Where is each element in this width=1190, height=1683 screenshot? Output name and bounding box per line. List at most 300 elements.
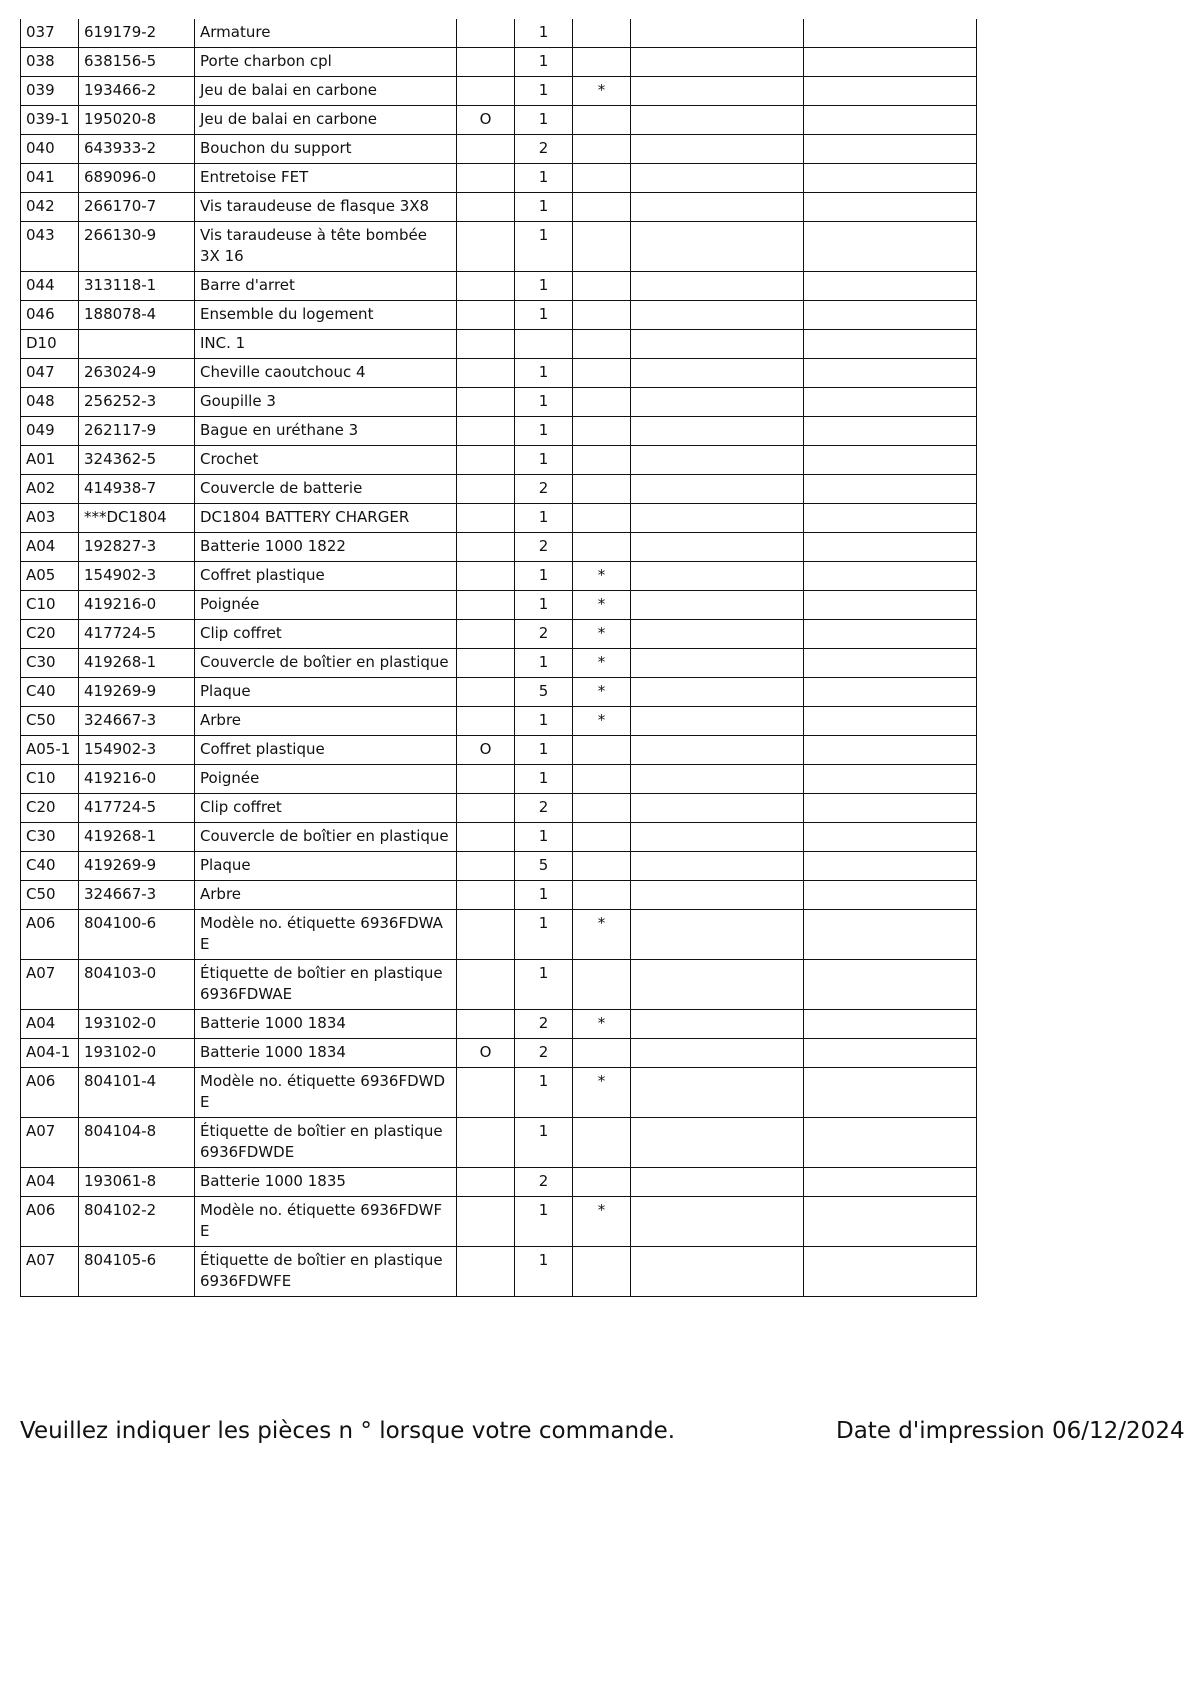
cell-blank-1	[631, 388, 804, 417]
cell-option	[457, 135, 515, 164]
cell-part-number: 419216-0	[79, 591, 195, 620]
cell-description: Jeu de balai en carbone	[195, 77, 457, 106]
cell-quantity: 2	[515, 794, 573, 823]
cell-description: Batterie 1000 1834	[195, 1010, 457, 1039]
cell-blank-2	[804, 359, 977, 388]
cell-mark	[573, 504, 631, 533]
cell-ref: A07	[21, 1247, 79, 1297]
cell-quantity: 1	[515, 736, 573, 765]
cell-ref: A04	[21, 1168, 79, 1197]
cell-option	[457, 359, 515, 388]
cell-part-number: 266170-7	[79, 193, 195, 222]
cell-blank-1	[631, 1247, 804, 1297]
cell-ref: C30	[21, 823, 79, 852]
cell-part-number: 643933-2	[79, 135, 195, 164]
cell-ref: A04	[21, 1010, 79, 1039]
cell-quantity: 1	[515, 272, 573, 301]
cell-ref: A02	[21, 475, 79, 504]
cell-blank-1	[631, 1010, 804, 1039]
cell-part-number: 804103-0	[79, 960, 195, 1010]
cell-option: O	[457, 736, 515, 765]
cell-blank-2	[804, 1039, 977, 1068]
cell-part-number: 419269-9	[79, 852, 195, 881]
cell-quantity: 1	[515, 765, 573, 794]
cell-option	[457, 475, 515, 504]
cell-mark: *	[573, 562, 631, 591]
cell-description: Clip coffret	[195, 620, 457, 649]
cell-blank-1	[631, 272, 804, 301]
cell-ref: A06	[21, 1197, 79, 1247]
cell-ref: A06	[21, 1068, 79, 1118]
table-row	[21, 960, 977, 1010]
cell-mark	[573, 475, 631, 504]
cell-ref: 047	[21, 359, 79, 388]
cell-ref: A07	[21, 1118, 79, 1168]
cell-description: Couvercle de batterie	[195, 475, 457, 504]
print-date: Date d'impression 06/12/2024	[836, 1418, 1185, 1444]
cell-blank-1	[631, 1197, 804, 1247]
cell-quantity: 1	[515, 77, 573, 106]
cell-blank-2	[804, 620, 977, 649]
cell-mark	[573, 388, 631, 417]
cell-mark	[573, 272, 631, 301]
cell-option	[457, 707, 515, 736]
cell-ref: 040	[21, 135, 79, 164]
cell-option	[457, 164, 515, 193]
table-row	[21, 620, 977, 649]
cell-blank-2	[804, 1118, 977, 1168]
cell-description: INC. 1	[195, 330, 457, 359]
cell-option	[457, 562, 515, 591]
cell-description: Ensemble du logement	[195, 301, 457, 330]
cell-ref: A05	[21, 562, 79, 591]
table-row	[21, 19, 977, 48]
cell-blank-2	[804, 794, 977, 823]
cell-blank-2	[804, 881, 977, 910]
cell-ref: 043	[21, 222, 79, 272]
cell-blank-1	[631, 222, 804, 272]
cell-blank-2	[804, 591, 977, 620]
cell-blank-1	[631, 1068, 804, 1118]
cell-ref: 042	[21, 193, 79, 222]
cell-ref: 049	[21, 417, 79, 446]
cell-option	[457, 48, 515, 77]
cell-description: Vis taraudeuse à tête bombée 3X 16	[195, 222, 457, 272]
cell-quantity: 2	[515, 475, 573, 504]
cell-description: Modèle no. étiquette 6936FDWA E	[195, 910, 457, 960]
cell-description: Batterie 1000 1835	[195, 1168, 457, 1197]
cell-blank-2	[804, 910, 977, 960]
cell-option	[457, 649, 515, 678]
cell-option: O	[457, 106, 515, 135]
cell-description: Goupille 3	[195, 388, 457, 417]
cell-mark	[573, 19, 631, 48]
cell-description: Couvercle de boîtier en plastique	[195, 823, 457, 852]
cell-blank-1	[631, 649, 804, 678]
cell-mark	[573, 852, 631, 881]
cell-ref: C50	[21, 881, 79, 910]
cell-mark	[573, 330, 631, 359]
cell-quantity: 2	[515, 1168, 573, 1197]
cell-blank-2	[804, 707, 977, 736]
cell-blank-1	[631, 106, 804, 135]
cell-description: Vis taraudeuse de flasque 3X8	[195, 193, 457, 222]
cell-quantity: 1	[515, 1247, 573, 1297]
cell-description: Étiquette de boîtier en plastique 6936FDWDE	[195, 1118, 457, 1168]
cell-mark	[573, 193, 631, 222]
cell-ref: C20	[21, 620, 79, 649]
cell-quantity: 1	[515, 910, 573, 960]
cell-option	[457, 1010, 515, 1039]
cell-ref: C30	[21, 649, 79, 678]
table-row	[21, 417, 977, 446]
cell-blank-1	[631, 330, 804, 359]
cell-part-number: ***DC1804	[79, 504, 195, 533]
cell-description: Poignée	[195, 765, 457, 794]
cell-ref: D10	[21, 330, 79, 359]
cell-ref: 038	[21, 48, 79, 77]
cell-ref: C40	[21, 852, 79, 881]
cell-ref: C10	[21, 591, 79, 620]
cell-part-number: 804101-4	[79, 1068, 195, 1118]
cell-quantity: 1	[515, 1197, 573, 1247]
cell-ref: A04	[21, 533, 79, 562]
cell-description: Poignée	[195, 591, 457, 620]
cell-part-number: 193466-2	[79, 77, 195, 106]
table-row	[21, 48, 977, 77]
cell-quantity: 2	[515, 620, 573, 649]
cell-mark	[573, 1247, 631, 1297]
cell-part-number: 804105-6	[79, 1247, 195, 1297]
table-row	[21, 562, 977, 591]
cell-quantity: 1	[515, 417, 573, 446]
cell-blank-1	[631, 591, 804, 620]
cell-blank-1	[631, 48, 804, 77]
cell-part-number: 419216-0	[79, 765, 195, 794]
cell-part-number	[79, 330, 195, 359]
cell-option	[457, 222, 515, 272]
cell-quantity: 5	[515, 852, 573, 881]
cell-option	[457, 1197, 515, 1247]
cell-quantity: 5	[515, 678, 573, 707]
cell-blank-1	[631, 19, 804, 48]
table-row	[21, 222, 977, 272]
table-row	[21, 1118, 977, 1168]
cell-description: Arbre	[195, 707, 457, 736]
cell-option	[457, 765, 515, 794]
cell-option	[457, 19, 515, 48]
cell-mark	[573, 765, 631, 794]
cell-description: Étiquette de boîtier en plastique 6936FDWFE	[195, 1247, 457, 1297]
cell-part-number: 154902-3	[79, 562, 195, 591]
cell-part-number: 638156-5	[79, 48, 195, 77]
parts-table	[20, 19, 977, 1297]
table-row	[21, 1247, 977, 1297]
cell-option	[457, 417, 515, 446]
cell-part-number: 313118-1	[79, 272, 195, 301]
cell-quantity: 1	[515, 48, 573, 77]
table-row	[21, 164, 977, 193]
cell-description: Batterie 1000 1834	[195, 1039, 457, 1068]
cell-ref: A03	[21, 504, 79, 533]
cell-blank-1	[631, 135, 804, 164]
cell-blank-1	[631, 620, 804, 649]
cell-quantity: 1	[515, 504, 573, 533]
cell-blank-2	[804, 446, 977, 475]
cell-blank-2	[804, 272, 977, 301]
table-row	[21, 301, 977, 330]
cell-part-number: 324667-3	[79, 881, 195, 910]
cell-blank-1	[631, 852, 804, 881]
table-row	[21, 1068, 977, 1118]
cell-quantity: 2	[515, 1010, 573, 1039]
cell-description: Bague en uréthane 3	[195, 417, 457, 446]
cell-mark	[573, 533, 631, 562]
cell-blank-1	[631, 736, 804, 765]
cell-blank-2	[804, 823, 977, 852]
cell-mark	[573, 823, 631, 852]
cell-blank-2	[804, 960, 977, 1010]
cell-part-number: 419269-9	[79, 678, 195, 707]
cell-blank-1	[631, 910, 804, 960]
cell-blank-2	[804, 475, 977, 504]
table-row	[21, 765, 977, 794]
cell-mark: *	[573, 620, 631, 649]
cell-mark	[573, 106, 631, 135]
cell-part-number: 266130-9	[79, 222, 195, 272]
cell-part-number: 154902-3	[79, 736, 195, 765]
cell-description: Couvercle de boîtier en plastique	[195, 649, 457, 678]
cell-mark	[573, 736, 631, 765]
cell-option	[457, 301, 515, 330]
cell-description: Barre d'arret	[195, 272, 457, 301]
cell-mark	[573, 301, 631, 330]
cell-blank-2	[804, 222, 977, 272]
cell-mark	[573, 1168, 631, 1197]
cell-ref: 039	[21, 77, 79, 106]
cell-blank-2	[804, 852, 977, 881]
table-row	[21, 678, 977, 707]
cell-option	[457, 77, 515, 106]
cell-quantity: 1	[515, 1118, 573, 1168]
table-row	[21, 106, 977, 135]
cell-option	[457, 330, 515, 359]
cell-description: Modèle no. étiquette 6936FDWD E	[195, 1068, 457, 1118]
table-row	[21, 446, 977, 475]
cell-mark: *	[573, 1197, 631, 1247]
cell-quantity: 1	[515, 106, 573, 135]
cell-option	[457, 388, 515, 417]
cell-option	[457, 193, 515, 222]
cell-part-number: 256252-3	[79, 388, 195, 417]
cell-blank-1	[631, 446, 804, 475]
cell-option	[457, 272, 515, 301]
cell-blank-2	[804, 106, 977, 135]
cell-part-number: 419268-1	[79, 649, 195, 678]
cell-quantity: 1	[515, 301, 573, 330]
cell-quantity: 1	[515, 649, 573, 678]
cell-part-number: 689096-0	[79, 164, 195, 193]
cell-quantity: 1	[515, 222, 573, 272]
cell-quantity: 1	[515, 562, 573, 591]
cell-mark	[573, 135, 631, 164]
cell-option	[457, 678, 515, 707]
table-row	[21, 272, 977, 301]
cell-description: Modèle no. étiquette 6936FDWF E	[195, 1197, 457, 1247]
cell-quantity: 1	[515, 960, 573, 1010]
cell-blank-2	[804, 1247, 977, 1297]
cell-mark: *	[573, 910, 631, 960]
cell-ref: A06	[21, 910, 79, 960]
cell-option	[457, 960, 515, 1010]
table-row	[21, 504, 977, 533]
cell-option	[457, 1118, 515, 1168]
order-instruction-note: Veuillez indiquer les pièces n ° lorsque votre commande.	[20, 1418, 676, 1444]
cell-blank-1	[631, 794, 804, 823]
cell-quantity: 1	[515, 1068, 573, 1118]
cell-blank-2	[804, 77, 977, 106]
table-row	[21, 475, 977, 504]
cell-part-number: 419268-1	[79, 823, 195, 852]
cell-description: Plaque	[195, 678, 457, 707]
cell-quantity: 1	[515, 823, 573, 852]
cell-mark	[573, 222, 631, 272]
table-row	[21, 1010, 977, 1039]
cell-blank-1	[631, 301, 804, 330]
cell-blank-1	[631, 960, 804, 1010]
cell-mark	[573, 164, 631, 193]
cell-option	[457, 1168, 515, 1197]
table-row	[21, 77, 977, 106]
cell-blank-2	[804, 1197, 977, 1247]
cell-blank-1	[631, 1039, 804, 1068]
cell-blank-1	[631, 765, 804, 794]
cell-mark	[573, 1118, 631, 1168]
table-row	[21, 388, 977, 417]
cell-quantity: 1	[515, 164, 573, 193]
cell-blank-2	[804, 649, 977, 678]
cell-blank-1	[631, 707, 804, 736]
cell-ref: C50	[21, 707, 79, 736]
cell-part-number: 188078-4	[79, 301, 195, 330]
cell-description: Clip coffret	[195, 794, 457, 823]
cell-quantity: 2	[515, 533, 573, 562]
cell-blank-1	[631, 678, 804, 707]
cell-part-number: 193102-0	[79, 1039, 195, 1068]
cell-part-number: 193061-8	[79, 1168, 195, 1197]
cell-option	[457, 446, 515, 475]
cell-mark	[573, 960, 631, 1010]
cell-blank-1	[631, 164, 804, 193]
cell-quantity: 2	[515, 135, 573, 164]
table-row	[21, 591, 977, 620]
cell-part-number: 417724-5	[79, 620, 195, 649]
cell-option	[457, 823, 515, 852]
cell-option	[457, 1247, 515, 1297]
cell-ref: 048	[21, 388, 79, 417]
cell-blank-1	[631, 562, 804, 591]
cell-option	[457, 591, 515, 620]
cell-quantity	[515, 330, 573, 359]
cell-quantity: 1	[515, 359, 573, 388]
cell-mark: *	[573, 1068, 631, 1118]
cell-ref: C20	[21, 794, 79, 823]
cell-description: Bouchon du support	[195, 135, 457, 164]
cell-blank-1	[631, 1168, 804, 1197]
cell-blank-2	[804, 1068, 977, 1118]
cell-description: Jeu de balai en carbone	[195, 106, 457, 135]
cell-description: Cheville caoutchouc 4	[195, 359, 457, 388]
cell-blank-2	[804, 562, 977, 591]
cell-description: DC1804 BATTERY CHARGER	[195, 504, 457, 533]
cell-option	[457, 533, 515, 562]
table-row	[21, 1039, 977, 1068]
cell-mark	[573, 359, 631, 388]
cell-description: Batterie 1000 1822	[195, 533, 457, 562]
cell-ref: 046	[21, 301, 79, 330]
table-row	[21, 852, 977, 881]
cell-ref: C10	[21, 765, 79, 794]
table-row	[21, 533, 977, 562]
cell-part-number: 263024-9	[79, 359, 195, 388]
cell-part-number: 192827-3	[79, 533, 195, 562]
cell-part-number: 619179-2	[79, 19, 195, 48]
cell-blank-2	[804, 533, 977, 562]
table-row	[21, 135, 977, 164]
cell-part-number: 262117-9	[79, 417, 195, 446]
cell-quantity: 1	[515, 881, 573, 910]
cell-blank-1	[631, 359, 804, 388]
cell-part-number: 195020-8	[79, 106, 195, 135]
cell-part-number: 324667-3	[79, 707, 195, 736]
cell-ref: 041	[21, 164, 79, 193]
cell-option	[457, 504, 515, 533]
table-row	[21, 649, 977, 678]
cell-mark: *	[573, 77, 631, 106]
cell-option	[457, 852, 515, 881]
cell-ref: A04-1	[21, 1039, 79, 1068]
cell-mark: *	[573, 649, 631, 678]
cell-ref: A07	[21, 960, 79, 1010]
cell-blank-2	[804, 736, 977, 765]
cell-part-number: 804102-2	[79, 1197, 195, 1247]
cell-mark	[573, 1039, 631, 1068]
cell-quantity: 1	[515, 19, 573, 48]
cell-description: Entretoise FET	[195, 164, 457, 193]
cell-description: Armature	[195, 19, 457, 48]
cell-quantity: 1	[515, 193, 573, 222]
cell-mark	[573, 794, 631, 823]
cell-description: Crochet	[195, 446, 457, 475]
table-row	[21, 881, 977, 910]
cell-blank-1	[631, 1118, 804, 1168]
cell-part-number: 193102-0	[79, 1010, 195, 1039]
cell-blank-2	[804, 193, 977, 222]
table-row	[21, 1197, 977, 1247]
cell-part-number: 324362-5	[79, 446, 195, 475]
cell-mark	[573, 417, 631, 446]
cell-part-number: 804104-8	[79, 1118, 195, 1168]
table-row	[21, 193, 977, 222]
cell-quantity: 1	[515, 707, 573, 736]
cell-description: Porte charbon cpl	[195, 48, 457, 77]
table-row	[21, 736, 977, 765]
cell-mark	[573, 881, 631, 910]
cell-blank-2	[804, 330, 977, 359]
cell-blank-1	[631, 475, 804, 504]
cell-blank-1	[631, 533, 804, 562]
cell-blank-2	[804, 301, 977, 330]
